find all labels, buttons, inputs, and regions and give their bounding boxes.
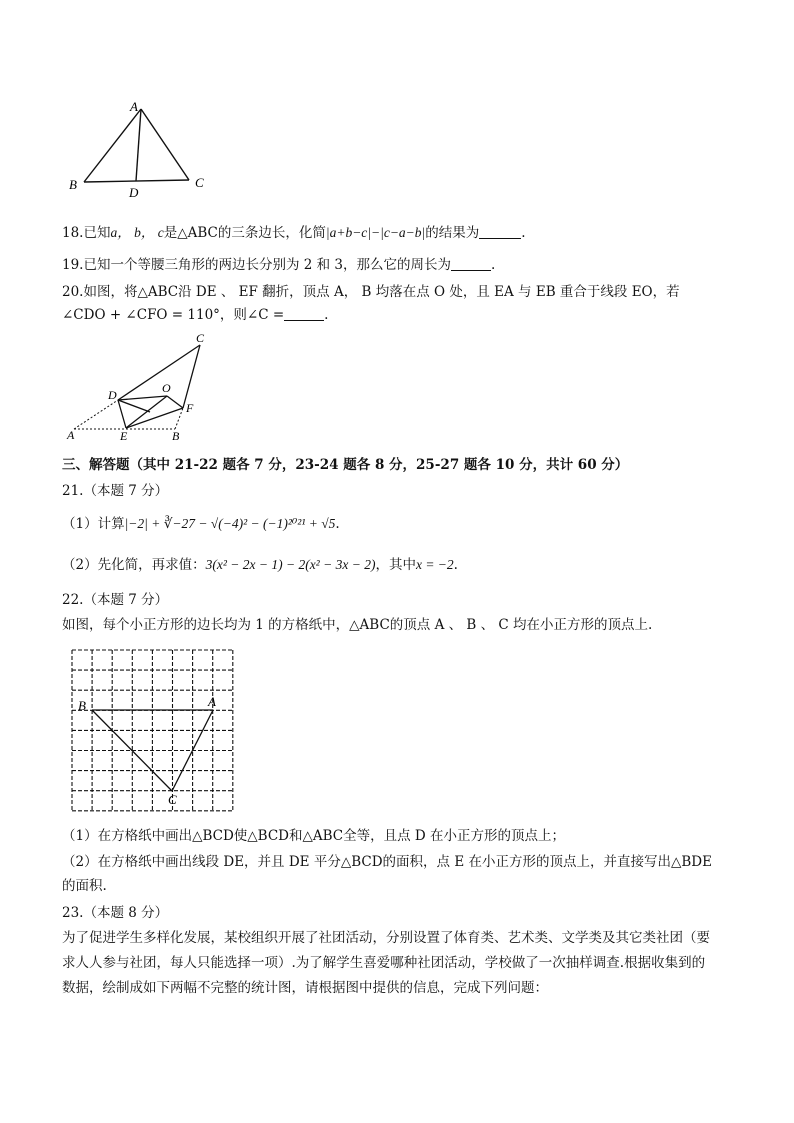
question-22-title: 22.（本题 7 分） xyxy=(62,592,169,608)
label-a: A xyxy=(67,428,75,442)
dashed-bf xyxy=(175,408,183,429)
label-c: C xyxy=(195,175,204,190)
question-23-title: 23.（本题 8 分） xyxy=(62,905,169,921)
triangle-abd-figure xyxy=(60,95,220,200)
answer-blank-20[interactable] xyxy=(284,306,324,321)
segment-de xyxy=(118,400,126,428)
segment-of xyxy=(167,396,183,408)
label-b: B xyxy=(172,429,180,443)
label-b: B xyxy=(69,177,77,192)
side-ac xyxy=(141,109,189,180)
answer-blank-18[interactable] xyxy=(479,224,521,239)
question-18: 18.已知a， b， c是△ABC的三条边长，化简|a+b−c|−|c−a−b|的结果为 . xyxy=(62,225,526,241)
label-b: B xyxy=(78,698,86,713)
label-o: O xyxy=(162,381,171,395)
dashed-ad xyxy=(74,400,118,429)
label-f: F xyxy=(186,401,194,415)
question-23-line2: 求人人参与社团，每人只能选择一项）.为了解学生喜爱哪种社团活动，学校做了一次抽样调查.根据收集到的 xyxy=(62,955,706,971)
segment-do xyxy=(118,396,167,400)
question-23-line3: 数据，绘制成如下两幅不完整的统计图，请根据图中提供的信息，完成下列问题： xyxy=(62,980,548,996)
fold-triangle-figure xyxy=(62,332,232,447)
question-22-intro: 如图，每个小正方形的边长均为 1 的方格纸中，△ABC的顶点 A 、 B 、 C 均在小正方形的顶点上. xyxy=(62,617,653,633)
grid-figure xyxy=(66,644,238,816)
label-c: C xyxy=(196,332,205,345)
question-19: 19.已知一个等腰三角形的两边长分别为 2 和 3，那么它的周长为 . xyxy=(62,257,496,273)
label-c: C xyxy=(168,792,177,807)
segment-ad xyxy=(136,109,141,181)
label-d: D xyxy=(129,185,139,200)
label-a: A xyxy=(208,694,216,709)
answer-blank-19[interactable] xyxy=(451,256,491,271)
question-22-part1: （1）在方格纸中画出△BCD使△BCD和△ABC全等，且点 D 在小正方形的顶点上； xyxy=(62,828,566,844)
section-3-heading: 三、解答题（其中 21-22 题各 7 分，23-24 题各 8 分，25-27 题各 10 分，共计 60 分） xyxy=(62,457,629,473)
label-e: E xyxy=(120,429,128,443)
segment-ef xyxy=(126,408,183,428)
question-20-line2: ∠CDO + ∠CFO = 110°，则∠C = . xyxy=(62,307,329,323)
question-23-line1: 为了促进学生多样化发展，某校组织开展了社团活动，分别设置了体育类、艺术类、文学类及其它类社团（要 xyxy=(62,930,710,946)
label-a: A xyxy=(130,99,138,114)
segment-eo xyxy=(126,396,167,428)
label-d: D xyxy=(108,388,117,402)
question-21-part1: （1）计算|−2| + ∛−27 − √(−4)² − (−1)²⁰²¹ + √5. xyxy=(62,516,340,532)
question-21-part2: （2）先化简，再求值：3(x² − 2x − 1) − 2(x² − 3x − 2)，其中x = −2. xyxy=(62,557,458,573)
question-20-line1: 20.如图，将△ABC沿 DE 、 EF 翻折，顶点 A， B 均落在点 O 处，且 EA 与 EB 重合于线段 EO，若 xyxy=(62,284,680,300)
question-22-part2-line1: （2）在方格纸中画出线段 DE，并且 DE 平分△BCD的面积，点 E 在小正方形的顶点上，并直接写出△BDE xyxy=(62,854,712,870)
side-ab xyxy=(84,109,141,182)
question-22-part2-line2: 的面积. xyxy=(62,878,107,894)
segment-d-mid xyxy=(118,400,150,412)
question-21-title: 21.（本题 7 分） xyxy=(62,483,169,499)
